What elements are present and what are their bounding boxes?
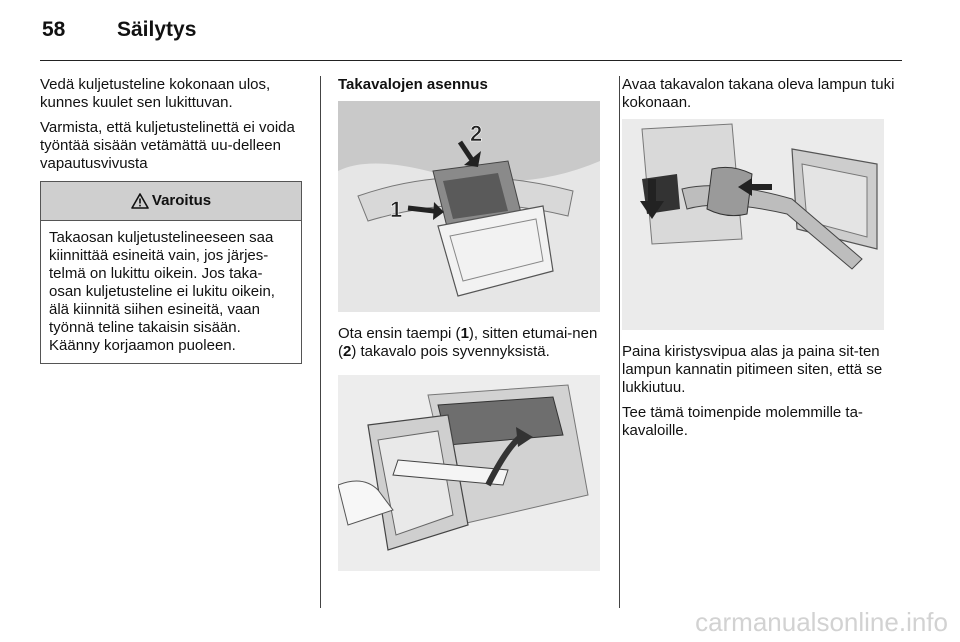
- section-title: Säilytys: [117, 18, 197, 41]
- subheading: Takavalojen asennus: [338, 76, 488, 93]
- caption-text: ) takavalo pois syvennyksistä.: [351, 343, 550, 360]
- header-rule: [40, 60, 902, 61]
- column-1: [40, 76, 302, 364]
- column-2: [338, 76, 602, 571]
- warning-title: Varoitus: [151, 192, 212, 209]
- column-divider: [619, 76, 620, 608]
- caption-text: Ota ensin taempi (: [338, 325, 461, 342]
- watermark: carmanualsonline.info: [695, 607, 948, 637]
- lamp-holder-illustration: [622, 119, 884, 330]
- paragraph: Tee tämä toimenpide molemmille ta-kavaloille.: [622, 404, 863, 439]
- caption-text: ), sitten etumai-nen (: [338, 325, 598, 360]
- caption-number: 2: [343, 343, 352, 360]
- page-number: 58: [42, 18, 66, 41]
- taillight-removal-illustration: [338, 101, 600, 312]
- paragraph: Varmista, että kuljetustelinettä ei voida työntää sisään vetämättä uu-delleen vapautusvivusta: [40, 119, 295, 172]
- column-3: [622, 76, 902, 447]
- caption-number: 1: [460, 325, 469, 342]
- warning-triangle-icon: [131, 193, 149, 209]
- taillight-unit-illustration: [338, 375, 600, 571]
- callout-2: 2: [470, 121, 483, 146]
- paragraph: Vedä kuljetusteline kokonaan ulos, kunnes kuulet sen lukittuvan.: [40, 76, 271, 111]
- callout-1: 1: [390, 197, 403, 222]
- figure-caption: [338, 325, 602, 361]
- warning-header: [41, 182, 301, 221]
- warning-box: [40, 181, 302, 364]
- column-divider: [320, 76, 321, 608]
- warning-text: Takaosan kuljetustelineeseen saa kiinnittää esineitä vain, jos järjes-telmä on lukittu oikein. Jos taka-osan kuljetusteline ei lukitu oikein, älä kiinnitä siihen esineitä, vaan työnnä teline takaisin sisään. Käänny korjaamon puoleen.: [49, 229, 275, 354]
- paragraph: Paina kiristysvipua alas ja paina sit-ten lampun kannatin pitimeen siten, että se lukkiutuu.: [622, 343, 883, 396]
- paragraph: Avaa takavalon takana oleva lampun tuki kokonaan.: [622, 76, 895, 111]
- page-header: [0, 0, 960, 62]
